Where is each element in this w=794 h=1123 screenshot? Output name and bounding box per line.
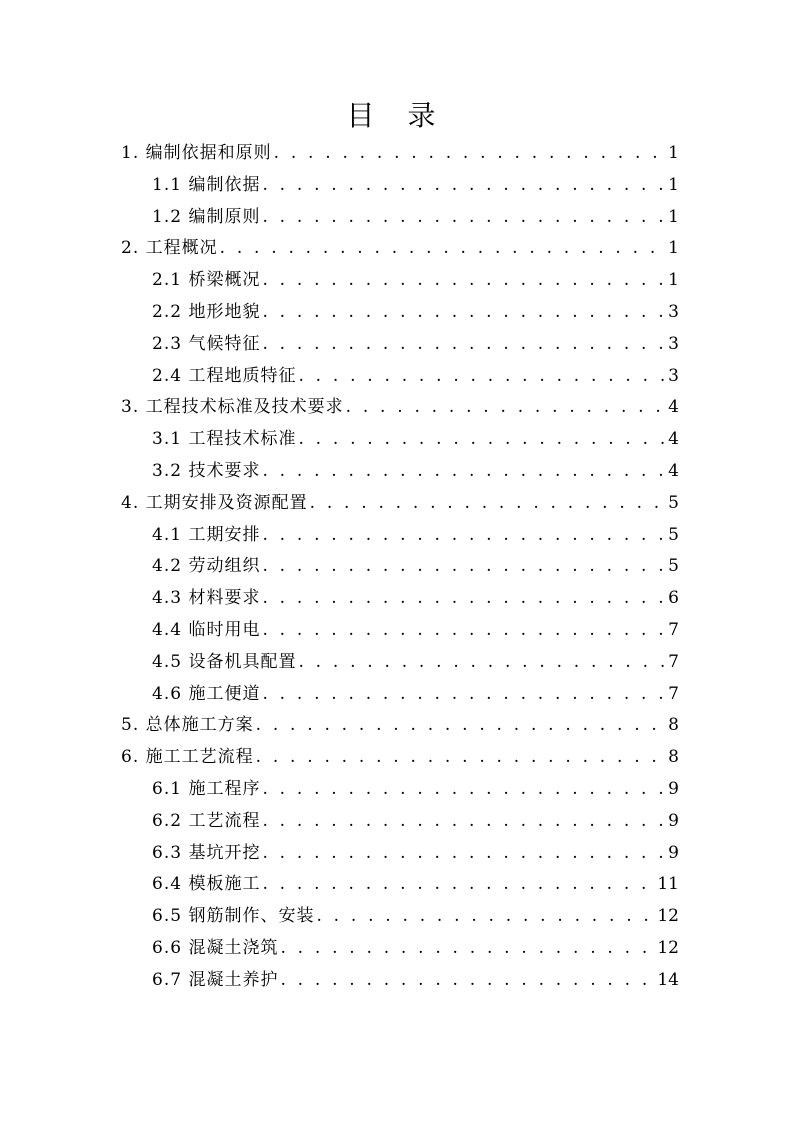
toc-entry-page: 8 [668, 747, 679, 768]
toc-entry-page: 6 [668, 588, 679, 609]
toc-entry-label: 2. 工程概况 [121, 238, 218, 259]
dot-leader [262, 774, 666, 806]
toc-entry-page: 5 [668, 492, 679, 513]
dot-leader [280, 965, 655, 997]
toc-entry-page: 9 [668, 842, 679, 863]
toc-entry-page: 3 [668, 301, 679, 322]
toc-entry-label: 2.2 地形地貌 [152, 301, 261, 322]
dot-leader [262, 170, 666, 202]
toc-entry-page: 12 [657, 937, 679, 958]
toc-entry[interactable] [121, 297, 679, 329]
toc-entry-page: 7 [668, 619, 679, 640]
toc-entry[interactable] [121, 520, 679, 552]
toc-entry-label: 6.5 钢筋制作、安装 [152, 906, 315, 927]
toc-entry[interactable] [121, 329, 679, 361]
toc-entry-label: 2.4 工程地质特征 [152, 365, 297, 386]
toc-entry-page: 1 [668, 206, 679, 227]
toc-entry-page: 8 [668, 715, 679, 736]
toc-entry-page: 1 [668, 270, 679, 291]
dot-leader [298, 647, 666, 679]
toc-entry[interactable] [121, 456, 679, 488]
toc-entry-page: 5 [668, 556, 679, 577]
toc-entry[interactable] [121, 933, 679, 965]
toc-entry-label: 5. 总体施工方案 [121, 715, 254, 736]
toc-entry-page: 3 [668, 333, 679, 354]
toc-entry-label: 1. 编制依据和原则 [121, 143, 272, 163]
toc-entry[interactable] [121, 869, 679, 901]
toc-entry[interactable] [121, 170, 679, 202]
toc-entry-label: 4. 工期安排及资源配置 [121, 492, 308, 513]
toc-entry-label: 2.3 气候特征 [152, 333, 261, 354]
toc-entry-page: 9 [668, 778, 679, 799]
toc-entry[interactable] [121, 710, 679, 742]
toc-entry[interactable] [121, 615, 679, 647]
toc-entry-label: 4.2 劳动组织 [152, 556, 261, 577]
toc-entry-page: 14 [657, 969, 679, 990]
toc-entry[interactable] [121, 806, 679, 838]
dot-leader [262, 679, 666, 711]
toc-entry-label: 6.6 混凝土浇筑 [152, 937, 279, 958]
toc-entry-label: 6.1 施工程序 [152, 778, 261, 799]
toc-entry-label: 1.1 编制依据 [152, 174, 261, 195]
toc-entry[interactable] [121, 424, 679, 456]
dot-leader [298, 361, 666, 393]
toc-entry[interactable] [121, 233, 679, 265]
dot-leader [256, 742, 667, 774]
toc-entry-label: 6.4 模板施工 [152, 874, 261, 895]
toc-entry[interactable] [121, 583, 679, 615]
toc-entry-label: 4.6 施工便道 [152, 683, 261, 704]
toc-entry[interactable] [121, 647, 679, 679]
dot-leader [262, 869, 655, 901]
dot-leader [310, 488, 667, 520]
dot-leader [346, 392, 667, 424]
toc-entry-label: 3.1 工程技术标准 [152, 429, 297, 450]
toc-entry[interactable] [121, 551, 679, 583]
dot-leader [262, 838, 666, 870]
toc-entry[interactable] [121, 679, 679, 711]
dot-leader [262, 615, 666, 647]
toc-entry[interactable] [121, 774, 679, 806]
toc-entry-label: 4.1 工期安排 [152, 524, 261, 545]
toc-entry[interactable] [121, 901, 679, 933]
dot-leader [262, 202, 666, 234]
dot-leader [262, 265, 666, 297]
toc-entry-page: 9 [668, 810, 679, 831]
toc-entry-page: 4 [668, 429, 679, 450]
toc-entry-label: 2.1 桥梁概况 [152, 270, 261, 291]
toc-entry-label: 1.2 编制原则 [152, 206, 261, 227]
page-title: 目 录 [346, 99, 448, 132]
toc-entry-label: 6. 施工工艺流程 [121, 747, 254, 768]
table-of-contents [121, 138, 679, 997]
toc-entry-label: 6.2 工艺流程 [152, 810, 261, 831]
dot-leader [262, 297, 666, 329]
dot-leader [220, 233, 667, 265]
toc-entry-page: 1 [668, 238, 679, 259]
toc-entry-label: 4.3 材料要求 [152, 588, 261, 609]
toc-entry-label: 6.7 混凝土养护 [152, 969, 279, 990]
toc-entry-page: 5 [668, 524, 679, 545]
dot-leader [262, 329, 666, 361]
toc-entry-label: 3. 工程技术标准及技术要求 [121, 397, 344, 418]
toc-entry-page: 12 [657, 906, 679, 927]
dot-leader [262, 806, 666, 838]
dot-leader [298, 424, 666, 456]
toc-entry-label: 3.2 技术要求 [152, 460, 261, 481]
dot-leader [262, 551, 666, 583]
toc-entry[interactable] [121, 138, 679, 170]
toc-entry-page: 7 [668, 651, 679, 672]
toc-entry-page: 1 [668, 174, 679, 195]
toc-entry[interactable] [121, 965, 679, 997]
toc-entry[interactable] [121, 392, 679, 424]
toc-entry-page: 11 [657, 874, 679, 895]
toc-entry-page: 4 [668, 460, 679, 481]
toc-entry-page: 7 [668, 683, 679, 704]
dot-leader [274, 138, 667, 170]
dot-leader [280, 933, 655, 965]
toc-entry[interactable] [121, 202, 679, 234]
toc-entry[interactable] [121, 838, 679, 870]
toc-entry[interactable] [121, 361, 679, 393]
toc-entry-page: 4 [668, 397, 679, 418]
toc-entry-label: 6.3 基坑开挖 [152, 842, 261, 863]
toc-entry-page: 3 [668, 365, 679, 386]
toc-entry[interactable] [121, 488, 679, 520]
toc-entry-page: 1 [668, 143, 679, 163]
toc-entry-label: 4.5 设备机具配置 [152, 651, 297, 672]
dot-leader [316, 901, 655, 933]
toc-entry-label: 4.4 临时用电 [152, 619, 261, 640]
dot-leader [262, 583, 666, 615]
dot-leader [262, 456, 666, 488]
toc-entry[interactable] [121, 265, 679, 297]
toc-entry[interactable] [121, 742, 679, 774]
dot-leader [262, 520, 666, 552]
dot-leader [256, 710, 667, 742]
